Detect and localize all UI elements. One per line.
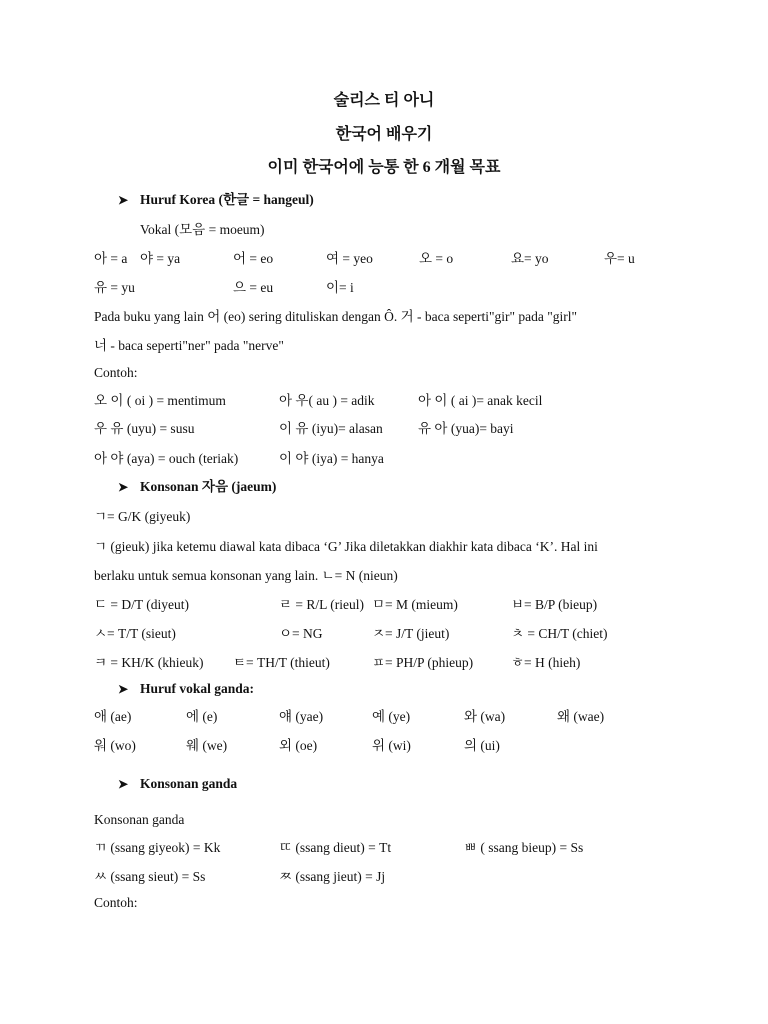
vowel-a: 아 = a xyxy=(94,251,128,266)
gieuk-note-2: berlaku untuk semua konsonan yang lain. ㄴ= N (nieun) xyxy=(94,568,398,583)
example-item: 아 이 ( ai )= anak kecil xyxy=(418,393,543,408)
vowel-i: 이= i xyxy=(326,280,354,295)
consonant-item: ㅍ= PH/P (phieup) xyxy=(372,655,474,670)
consonant-item: ㅁ= M (mieum) xyxy=(372,597,458,612)
doc-title-goal: 이미 한국어에 능통 한 6 개월 목표 xyxy=(267,159,501,176)
doc-title-author: 술리스 티 아니 xyxy=(333,92,435,109)
double-vowel: 와 (wa) xyxy=(464,709,506,724)
arrow-bullet-icon: ➤ xyxy=(118,480,129,494)
double-vowel: 에 (e) xyxy=(186,709,218,724)
vowel-eu: 으 = eu xyxy=(233,280,274,295)
consonant-item: ㅌ= TH/T (thieut) xyxy=(233,655,330,670)
section-heading: Konsonan 자음 (jaeum) xyxy=(140,479,277,494)
section-vokal-ganda xyxy=(118,680,254,698)
gieuk-note-1: ㄱ (gieuk) jika ketemu diawal kata dibaca ‘G’ Jika diletakkan diakhir kata dibaca ‘K’. Hal ini xyxy=(94,539,598,554)
consonant-item: ㅈ= J/T (jieut) xyxy=(372,626,450,641)
vowel-yu: 유 = yu xyxy=(94,280,135,295)
example-item: 오 이 ( oi ) = mentimum xyxy=(94,393,226,408)
vowel-yo: 요= yo xyxy=(511,251,549,266)
vowel-o: 오 = o xyxy=(419,251,454,266)
arrow-bullet-icon: ➤ xyxy=(118,682,129,696)
vowel-eo: 어 = eo xyxy=(233,251,274,266)
double-consonant: ㅃ ( ssang bieup) = Ss xyxy=(464,840,584,855)
consonant-item: ㄷ = D/T (diyeut) xyxy=(94,597,190,612)
example-item: 우 유 (uyu) = susu xyxy=(94,421,195,436)
double-consonant: ㄸ (ssang dieut) = Tt xyxy=(279,840,392,855)
section-huruf-korea xyxy=(118,191,314,209)
vowel-u: 우= u xyxy=(604,251,635,266)
section-heading: Huruf Korea (한글 = hangeul) xyxy=(140,192,314,207)
consonant-item: ㅎ= H (hieh) xyxy=(511,655,581,670)
giyeuk-line: ㄱ= G/K (giyeuk) xyxy=(94,509,191,524)
consonant-item: ㅇ= NG xyxy=(279,626,323,641)
example-item: 아 야 (aya) = ouch (teriak) xyxy=(94,451,239,466)
arrow-bullet-icon: ➤ xyxy=(118,777,129,791)
double-consonant: ㄲ (ssang giyeok) = Kk xyxy=(94,840,221,855)
consonant-item: ㅅ= T/T (sieut) xyxy=(94,626,176,641)
section-heading: Konsonan ganda xyxy=(140,776,238,791)
example-item: 이 야 (iya) = hanya xyxy=(279,451,384,466)
vowel-yeo: 여 = yeo xyxy=(326,251,373,266)
consonant-item: ㄹ = R/L (rieul) xyxy=(279,597,365,612)
double-consonant: ㅉ (ssang jieut) = Jj xyxy=(279,869,386,884)
double-vowel: 위 (wi) xyxy=(372,738,411,753)
double-vowel: 왜 (wae) xyxy=(557,709,605,724)
double-vowel: 애 (ae) xyxy=(94,709,132,724)
double-vowel: 외 (oe) xyxy=(279,738,318,753)
note-eo-1: Pada buku yang lain 어 (eo) sering dituliskan dengan Ô. 거 - baca seperti"gir" pada "girl" xyxy=(94,309,577,324)
section-konsonan-ganda xyxy=(118,775,237,793)
contoh-label-2: Contoh: xyxy=(94,895,138,910)
konsonan-ganda-label: Konsonan ganda xyxy=(94,812,185,827)
double-vowel: 웨 (we) xyxy=(186,738,228,753)
example-item: 유 아 (yua)= bayi xyxy=(418,421,514,436)
section-konsonan xyxy=(118,478,276,496)
arrow-bullet-icon: ➤ xyxy=(118,193,129,207)
doc-title-subject: 한국어 배우기 xyxy=(335,126,433,143)
note-eo-2: 너 - baca seperti"ner" pada "nerve" xyxy=(94,338,284,353)
consonant-item: ㅊ = CH/T (chiet) xyxy=(511,626,608,641)
section-heading: Huruf vokal ganda: xyxy=(140,681,255,696)
vowel-ya: 야 = ya xyxy=(140,251,181,266)
double-consonant: ㅆ (ssang sieut) = Ss xyxy=(94,869,206,884)
double-vowel: 얘 (yae) xyxy=(279,709,324,724)
example-item: 이 유 (iyu)= alasan xyxy=(279,421,383,436)
double-vowel: 의 (ui) xyxy=(464,738,500,753)
consonant-item: ㅋ = KH/K (khieuk) xyxy=(94,655,204,670)
double-vowel: 예 (ye) xyxy=(372,709,411,724)
example-item: 아 우( au ) = adik xyxy=(279,393,375,408)
double-vowel: 워 (wo) xyxy=(94,738,136,753)
vokal-label: Vokal (모음 = moeum) xyxy=(140,222,265,237)
contoh-label: Contoh: xyxy=(94,365,138,380)
consonant-item: ㅂ= B/P (bieup) xyxy=(511,597,598,612)
